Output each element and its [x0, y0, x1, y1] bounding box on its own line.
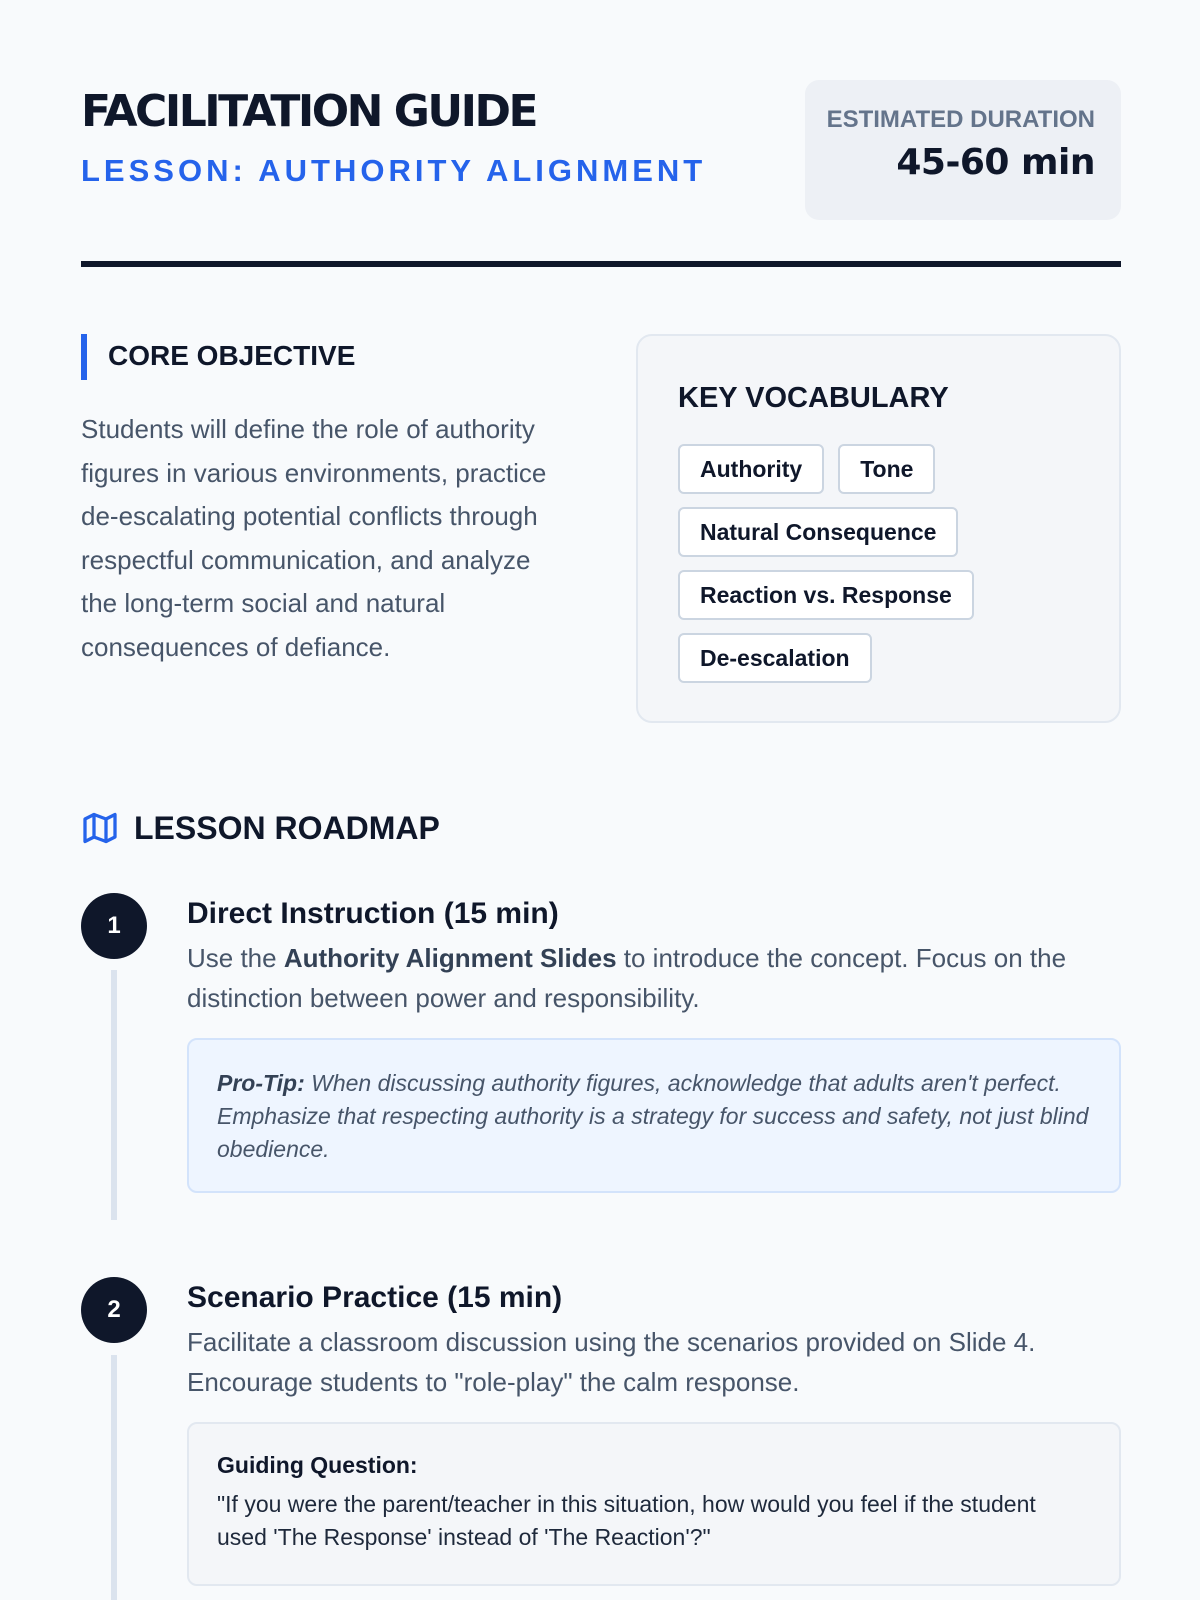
guiding-question-box — [187, 1422, 1121, 1586]
header-divider — [81, 261, 1121, 267]
section-accent-bar — [81, 334, 87, 380]
step-2-title: Scenario Practice (15 min) — [187, 1281, 563, 1314]
vocab-chip-natural-consequence: Natural Consequence — [678, 507, 958, 557]
step-2-number: 2 — [81, 1277, 147, 1343]
objective-heading: CORE OBJECTIVE — [108, 340, 356, 371]
duration-card — [805, 80, 1121, 220]
step-1-connector — [111, 970, 117, 1220]
vocab-chip-de-escalation: De-escalation — [678, 633, 872, 683]
vocabulary-list — [678, 444, 1088, 696]
key-vocabulary-card — [636, 334, 1121, 723]
vocab-chip-reaction-vs-response: Reaction vs. Response — [678, 570, 974, 620]
header — [81, 80, 1121, 220]
duration-value: 45-60 min — [896, 142, 1095, 183]
vocab-chip-tone: Tone — [838, 444, 935, 494]
pro-tip-label: Pro-Tip: — [217, 1070, 305, 1096]
duration-label: ESTIMATED DURATION — [826, 106, 1095, 133]
step-1-number: 1 — [81, 893, 147, 959]
guiding-question-label: Guiding Question: — [217, 1452, 418, 1478]
step-1-desc-start: Use the — [187, 943, 284, 973]
vocabulary-row — [678, 444, 1088, 494]
vocabulary-row — [678, 633, 1088, 683]
vocabulary-row — [678, 570, 1088, 620]
pro-tip-text: When discussing authority figures, acknowledge that adults aren't perfect. Emphasize that respecting authority is a strategy for success and safety, not just blind obedience. — [217, 1070, 1089, 1162]
objective-text: Students will define the role of authority figures in various environments, practice de-escalating potential conflicts through respectful communication, and analyze the long-term social and natural consequences of defiance. — [81, 414, 547, 662]
pro-tip-box — [187, 1038, 1121, 1193]
vocabulary-heading: KEY VOCABULARY — [678, 382, 949, 414]
roadmap-heading: LESSON ROADMAP — [134, 810, 440, 846]
slides-reference: Authority Alignment Slides — [283, 943, 617, 973]
step-1-title: Direct Instruction (15 min) — [187, 897, 559, 930]
page-title: FACILITATION GUIDE — [81, 86, 537, 137]
step-1-description — [187, 938, 1121, 1018]
vocab-chip-authority: Authority — [678, 444, 824, 494]
map-icon — [81, 810, 119, 846]
step-2-description: Facilitate a classroom discussion using the scenarios provided on Slide 4. Encourage students to "role-play" the calm response. — [187, 1327, 1036, 1397]
step-1-desc-end: to introduce the concept. Focus on the distinction between power and responsibility. — [187, 943, 1067, 1013]
lesson-subtitle: LESSON: AUTHORITY ALIGNMENT — [81, 153, 707, 188]
vocabulary-row — [678, 507, 1088, 557]
guiding-question-text: "If you were the parent/teacher in this situation, how would you feel if the student used 'The Response' instead of 'The Reaction'?" — [217, 1491, 1036, 1550]
step-2-connector — [111, 1355, 117, 1600]
